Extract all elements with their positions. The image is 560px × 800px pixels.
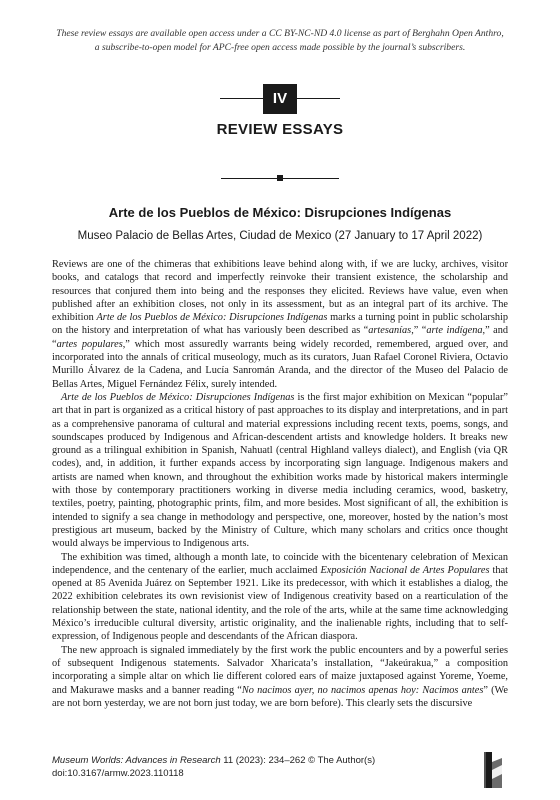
citation-line xyxy=(52,754,472,767)
article-subtitle: Museo Palacio de Bellas Artes, Ciudad de Mexico (27 January to 17 April 2022) xyxy=(77,230,483,242)
ornament-square xyxy=(277,175,283,181)
article-title: Arte de los Pueblos de México: Disrupciones Indígenas xyxy=(108,205,452,220)
exhibition-title-italic: Exposición Nacional de Artes Populares xyxy=(320,564,490,576)
section-title: REVIEW ESSAYS xyxy=(216,121,344,138)
term-italic: artes populares xyxy=(56,338,123,350)
text-run: The new approach is signaled immediately by the first work the public encounters and by a powerful series of subsequent Indigenous statements. Salvador Xharicata’s installation, “Jakeúrakua,” a composition incorporating a simple altar on which lie different colored ears of maize juxtaposed against Yoreme, Yoeme, and Makurawe masks and a banner reading “ xyxy=(52,644,508,696)
notice-line-1: These review essays are available open access under a CC BY-NC-ND 4.0 license as part of Berghahn Open Anthro, xyxy=(56,28,504,39)
text-run: ,” which most assuredly warrants being widely recorded, remembered, argued over, and incorporated into the annals of critical museology, much as its curators, Juan Rafael Coronel Riviera, Octavio Murillo Álvarez de la Cadena, and Lucía Sanromán Aranda, and the director of the Museo del Palacio de Bellas Artes, Miguel Fernández Félix, surely intended. xyxy=(52,338,508,390)
doi-line: doi:10.3167/armw.2023.110118 xyxy=(52,768,184,779)
text-run: is the first major exhibition on Mexican “popular” art that in part is organized as a critical history of past approaches to its display and interpretations, and in part as a comprehensive panorama of cultural and material expressions including recent texts, poems, songs, and soundscapes produced by Indigenous and African-descendent artists and knowledge holders. It breaks new ground as a trilingual exhibition in Spanish, Nahuatl (central Highland valleys dialect), and English (via QR codes), and, in addition, it further expands access by incorporating sign language. Indigenous makers and artists are named when known, and throughout the exhibition works made by historical makers intermingle with those by contemporary practitioners working in diverse media including ceramics, wood, basketry, textiles, poetry, painting, photographic prints, film, and more besides. Most significant of all, the exhibition is intended to signify a sea change in methodology and perspective, one, moreover, hosted by the nation’s most prestigious art museum, backed by the Ministry of Culture, which many scholars and critics once thought would always be impervious to Indigenous arts. xyxy=(52,391,508,550)
paragraph-2 xyxy=(52,391,508,551)
section-numeral-box xyxy=(263,84,297,114)
open-access-notice xyxy=(22,27,538,55)
citation-details: 11 (2023): 234–262 © The Author(s) xyxy=(220,755,376,766)
text-run: Reviews are one of the chimeras that exhibitions leave behind along with, if we are lucky, archives, visitor books, and catalogs that record and imperfectly reinvoke their transient existence, the scholarship and resources that conjured them into being and the responses they elicited. Reviews have value, even when published after an exhibition closes, not only in its assessment, but as an integral part of its archive. The exhibition xyxy=(52,259,508,324)
article-body xyxy=(52,258,508,710)
paragraph-3 xyxy=(52,551,508,644)
text-run: ,” and “ xyxy=(52,325,508,350)
term-italic: artesanías xyxy=(368,325,412,337)
term-italic: arte indígena xyxy=(426,325,483,337)
page-footer xyxy=(52,754,472,780)
section-numeral: IV xyxy=(272,90,288,107)
text-run: marks a turning point in public scholarship on the history and interpretation of what has variously been described as “ xyxy=(52,312,509,337)
paragraph-1 xyxy=(52,258,508,391)
journal-title: Museum Worlds: Advances in Research xyxy=(52,755,221,766)
text-run: that opened at 85 Avenida Juárez on September 1921. Like its predecessor, with which it establishes a dialog, the 2022 exhibition celebrates its own revisionist view of Indigenous creativity based on a rearticulation of the relationship between the state, national identity, and the role of the arts, while at the same time acknowledging México’s irreducible cultural diversity, artistic originality, and the inalienable rights, including that to self-expression, of Indigenous people and descendants of the African diaspora. xyxy=(52,564,508,643)
notice-line-2: a subscribe-to-open model for APC-free open access made possible by the journal’s subscribers. xyxy=(94,42,466,53)
berghahn-logo-icon xyxy=(478,752,508,788)
text-run: ,” “ xyxy=(411,325,427,337)
exhibition-title-italic: Arte de los Pueblos de México: Disrupciones Indígenas xyxy=(61,391,295,403)
text-run: ” (We are not born yesterday, we are not born just today, we are born before). This clearly sets the discursive xyxy=(52,684,508,709)
text-run: The exhibition was timed, although a month late, to coincide with the bicentenary celebration of Mexican independence, and the centenary of the earlier, much acclaimed xyxy=(52,551,508,576)
banner-quote-italic: No nacimos ayer, no nacimos apenas hoy: Nacimos antes xyxy=(241,684,484,696)
exhibition-title-italic: Arte de los Pueblos de México: Disrupciones Indígenas xyxy=(96,312,328,324)
paragraph-4 xyxy=(52,644,508,710)
